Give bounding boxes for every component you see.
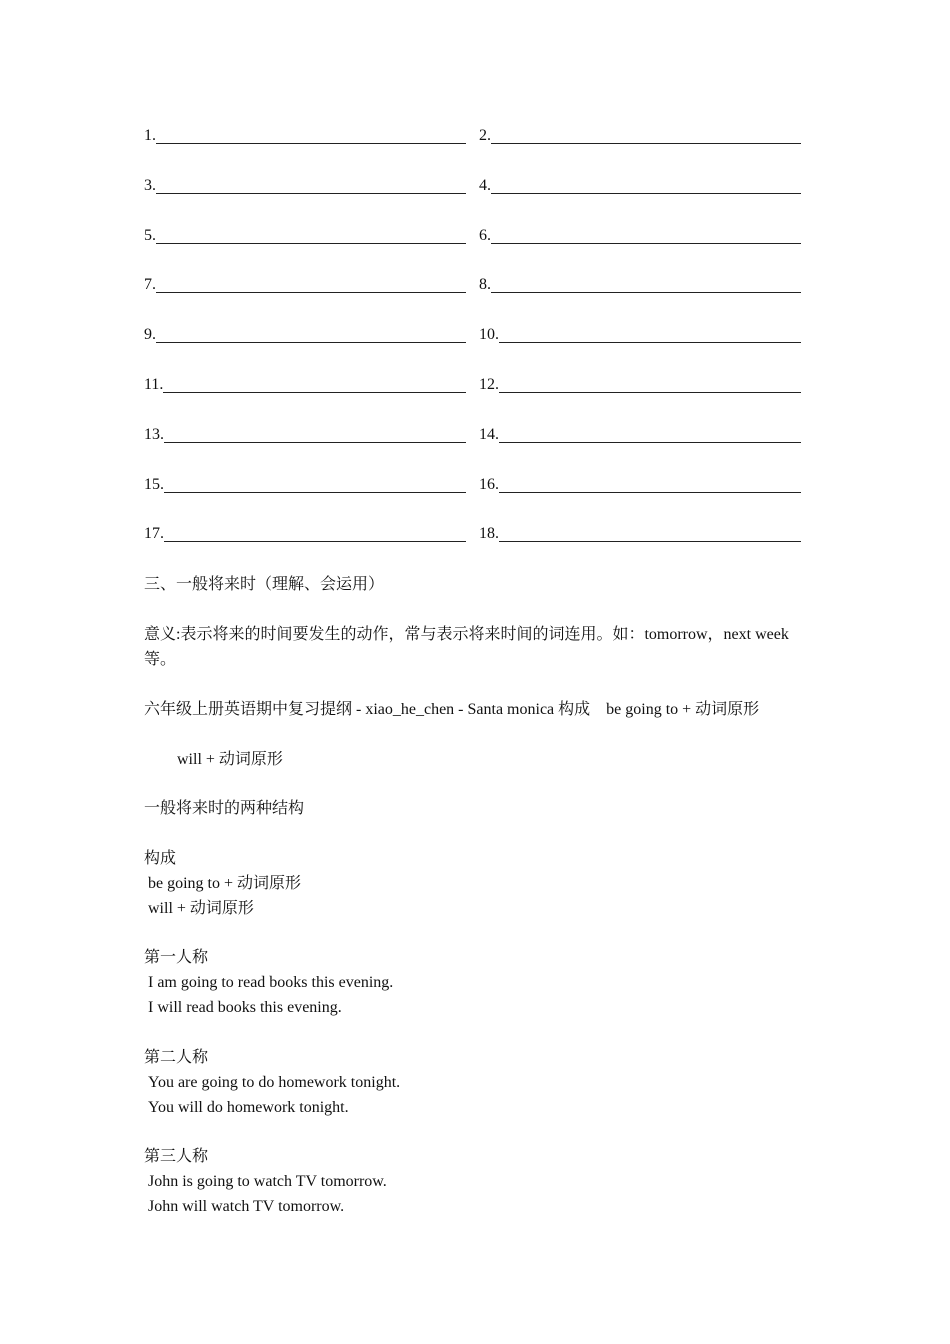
answer-blank[interactable] [479,375,801,395]
two-structures-title: 一般将来时的两种结构 [144,800,305,817]
form-item: will + 动词原形 [148,900,254,917]
form-section [144,846,814,921]
blank-underline [164,424,466,443]
blank-underline [491,175,801,194]
blank-number: 11. [144,375,164,393]
blank-underline [499,523,801,542]
blank-number: 8. [479,276,491,294]
blank-number: 3. [144,176,156,194]
blank-number: 7. [144,276,156,294]
meaning-line-2: 等。 [144,651,177,668]
second-person-title: 第二人称 [144,1049,209,1066]
blank-row [144,524,804,574]
blank-row [144,226,804,276]
first-person-title: 第一人称 [144,949,209,966]
third-person-section [144,1144,814,1219]
answer-blanks-grid [144,126,804,574]
third-person-title: 第三人称 [144,1148,209,1165]
blank-underline [164,523,466,542]
answer-blank[interactable] [479,226,801,246]
blank-underline [499,424,801,443]
blank-underline [156,324,466,343]
blank-underline [499,374,801,393]
answer-blank[interactable] [479,176,801,196]
blank-underline [499,324,801,343]
blank-number: 9. [144,326,156,344]
blank-row [144,325,804,375]
answer-blank[interactable] [144,126,466,146]
blank-underline [156,225,466,244]
blank-underline [491,274,801,293]
form-title: 构成 [144,850,177,867]
blank-underline [163,374,466,393]
answer-blank[interactable] [144,375,466,395]
blank-number: 13. [144,425,164,443]
blank-row [144,425,804,475]
section-heading: 三、一般将来时（理解、会运用） [144,576,385,593]
answer-blank[interactable] [479,524,801,544]
blank-number: 6. [479,226,491,244]
blank-underline [491,225,801,244]
blank-underline [156,175,466,194]
blank-number: 17. [144,525,164,543]
blank-number: 2. [479,127,491,144]
blank-row [144,275,804,325]
example-sentence: John is going to watch TV tomorrow. [148,1173,387,1190]
blank-number: 1. [144,127,156,144]
blank-underline [499,474,801,493]
meaning-paragraph [144,622,814,672]
second-person-section [144,1045,814,1120]
will-structure-line: will + 动词原形 [177,751,283,768]
answer-blank[interactable] [479,325,801,345]
blank-number: 12. [479,375,499,393]
answer-blank[interactable] [144,176,466,196]
answer-blank[interactable] [144,475,466,495]
blank-number: 4. [479,176,491,194]
answer-blank[interactable] [144,226,466,246]
blank-number: 10. [479,326,499,344]
blank-underline [164,474,466,493]
blank-row [144,375,804,425]
answer-blank[interactable] [479,425,801,445]
example-sentence: You are going to do homework tonight. [148,1074,401,1091]
blank-underline [156,125,466,144]
blank-underline [491,125,801,144]
blank-number: 14. [479,425,499,443]
example-sentence: John will watch TV tomorrow. [148,1198,345,1215]
blank-number: 16. [479,475,499,493]
blank-row [144,176,804,226]
blank-row [144,126,804,176]
answer-blank[interactable] [479,275,801,295]
structure-line: 六年级上册英语期中复习提纲 - xiao_he_chen - Santa monica 构成 be going to + 动词原形 [144,701,760,718]
answer-blank[interactable] [144,524,466,544]
answer-blank[interactable] [479,126,801,146]
blank-number: 15. [144,475,164,493]
meaning-line-1: 意义:表示将来的时间要发生的动作，常与表示将来时间的词连用。如：tomorrow，next week [144,626,789,643]
answer-blank[interactable] [479,475,801,495]
example-sentence: I will read books this evening. [148,999,342,1016]
answer-blank[interactable] [144,425,466,445]
answer-blank[interactable] [144,275,466,295]
form-item: be going to + 动词原形 [148,875,302,892]
blank-number: 5. [144,226,156,244]
blank-underline [156,274,466,293]
example-sentence: I am going to read books this evening. [148,974,394,991]
blank-row [144,475,804,525]
example-sentence: You will do homework tonight. [148,1099,349,1116]
first-person-section [144,945,814,1020]
blank-number: 18. [479,525,499,543]
answer-blank[interactable] [144,325,466,345]
